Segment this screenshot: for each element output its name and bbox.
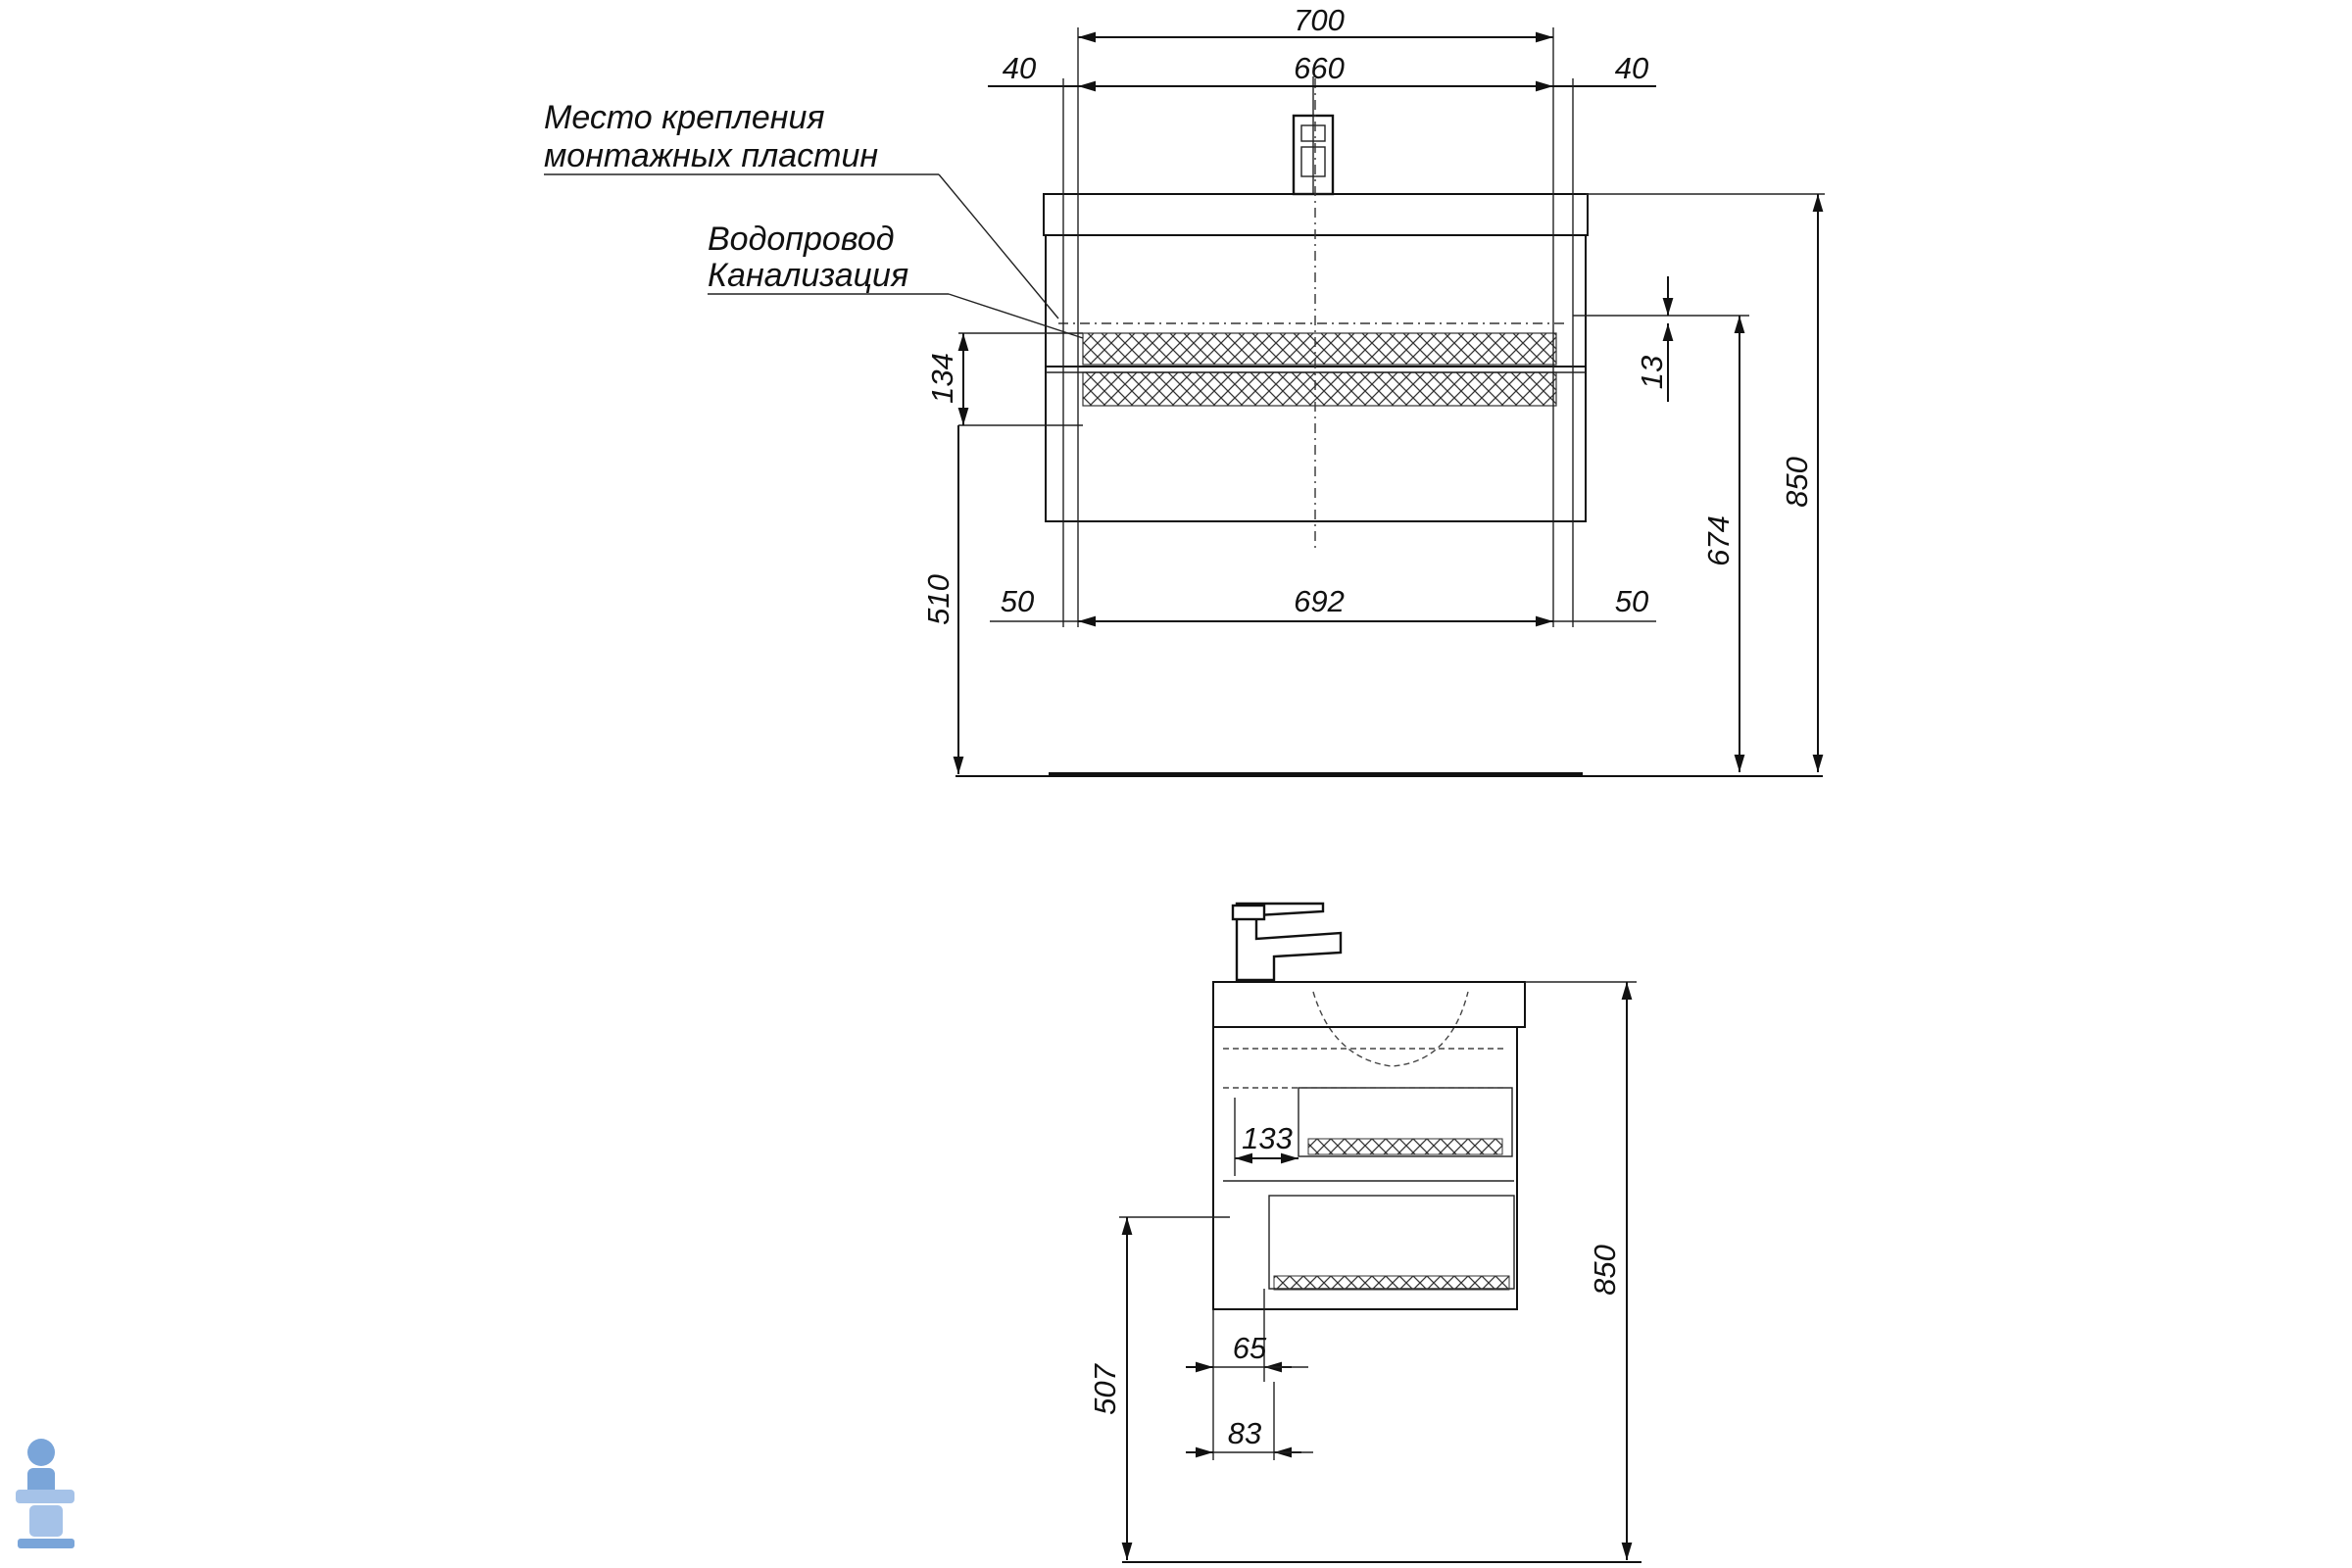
plumber-icon: [16, 1439, 74, 1548]
dim-inner-width: 660: [1294, 51, 1345, 85]
dim-left-offset-bottom: 50: [1000, 584, 1035, 618]
label-sewer: Канализация: [708, 257, 909, 294]
dim-mount-to-floor: 674: [1701, 515, 1736, 566]
side-cabinet: [1213, 1027, 1517, 1309]
dim-right-offset-bottom: 50: [1614, 584, 1649, 618]
dim-pipe-zone-to-floor: 510: [921, 574, 956, 625]
label-mounting-line2: монтажных пластин: [544, 137, 879, 174]
side-basin: [1213, 982, 1525, 1027]
dim-height-507: 507: [1088, 1364, 1122, 1415]
dim-offset-65: 65: [1232, 1331, 1267, 1365]
dim-top-gap: 13: [1635, 355, 1669, 390]
dim-pipe-zone-height: 134: [925, 353, 959, 404]
dim-offset-83: 83: [1227, 1416, 1262, 1450]
pipe-zone-upper: [1083, 333, 1556, 365]
pipe-zone-lower: [1083, 372, 1556, 406]
front-view: [544, 3, 1825, 776]
label-mounting-line1: Место крепления: [544, 99, 825, 136]
faucet-side-icon: [1233, 904, 1341, 980]
side-view: [1088, 904, 1642, 1562]
dim-depth-offset: 133: [1242, 1121, 1293, 1155]
dim-overall-width: 700: [1294, 3, 1345, 37]
dim-total-height-side: 850: [1588, 1245, 1622, 1296]
side-drawer-lower: [1269, 1196, 1514, 1289]
dim-bottom-width: 692: [1294, 584, 1345, 618]
faucet-front-icon: [1294, 76, 1333, 194]
dim-left-offset-top: 40: [1002, 51, 1037, 85]
dim-right-offset-top: 40: [1614, 51, 1649, 85]
dim-total-height-front: 850: [1780, 457, 1814, 508]
label-water-supply: Водопровод: [708, 220, 895, 258]
